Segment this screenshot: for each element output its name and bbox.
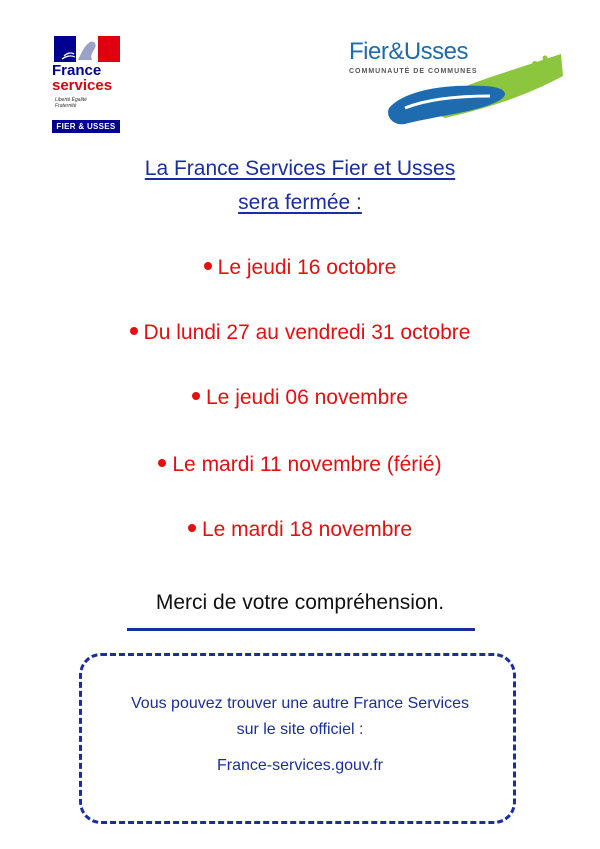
france-services-logo <box>52 36 122 134</box>
closure-text: Le mardi 11 novembre (férié) <box>172 453 442 476</box>
closure-text: Le mardi 18 novembre <box>201 518 413 541</box>
closure-item <box>0 452 600 478</box>
bullet-icon <box>188 524 196 532</box>
logo-text-services: services <box>52 77 113 94</box>
website-link[interactable]: France-services.gouv.fr <box>217 757 383 774</box>
marianne-flag-icon <box>54 36 120 62</box>
closure-item <box>0 385 600 411</box>
info-line-2: sur le site officiel : <box>236 721 364 738</box>
logo-text-france: France <box>52 62 102 79</box>
closure-item <box>0 255 600 281</box>
bullet-icon <box>158 459 166 467</box>
divider <box>127 628 475 631</box>
closure-text: Le jeudi 16 octobre <box>217 256 397 279</box>
heading-line-2: sera fermée : <box>238 191 362 214</box>
logo-motto: Liberté Égalité Fraternité <box>55 97 87 109</box>
bullet-icon <box>130 327 138 335</box>
bullet-icon <box>192 392 200 400</box>
bullet-icon <box>204 262 212 270</box>
fier-usses-logo <box>345 38 565 128</box>
community-logo-name: Fier&Usses <box>349 38 469 65</box>
closure-item <box>0 320 600 346</box>
closure-text: Le jeudi 06 novembre <box>206 386 408 409</box>
heading-line-1: La France Services Fier et Usses <box>144 157 456 180</box>
community-logo-subtitle: COMMUNAUTÉ DE COMMUNES <box>349 68 478 75</box>
thanks-message: Merci de votre compréhension. <box>155 591 445 614</box>
closure-text: Du lundi 27 au vendredi 31 octobre <box>143 321 471 344</box>
logo-tag: FIER & USSES <box>52 120 120 133</box>
info-line-1: Vous pouvez trouver une autre France Services <box>131 695 469 712</box>
closure-item <box>0 517 600 543</box>
